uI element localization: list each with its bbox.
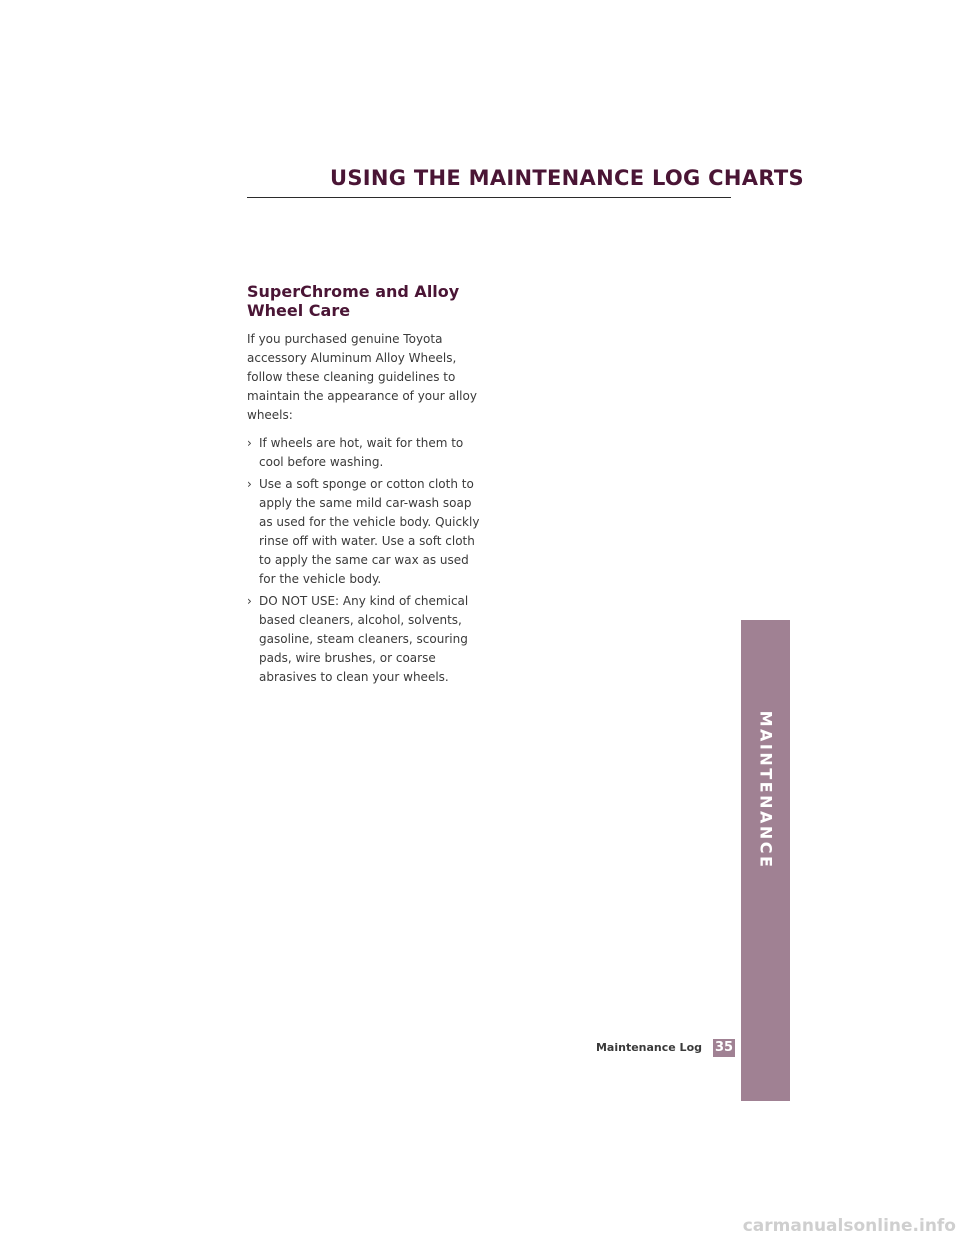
list-item [247,592,487,687]
intro-paragraph: If you purchased genuine Toyota accessory Aluminum Alloy Wheels, follow these cleaning guidelines to maintain the appearance of your alloy wheels: [247,332,477,422]
section-heading: SuperChrome and Alloy Wheel Care [247,282,460,320]
list-item-text: DO NOT USE: Any kind of chemical based cleaners, alcohol, solvents, gasoline, steam cleaners, scouring pads, wire brushes, or coarse abrasives to clean your wheels. [259,594,469,684]
list-item-text: Use a soft sponge or cotton cloth to apply the same mild car-wash soap as used for the vehicle body. Quickly rinse off with water. Use a soft cloth to apply the same car wax as used for the vehicle body. [259,477,480,586]
chevron-right-icon: › [247,436,252,450]
list-item [247,434,487,472]
list-item-text: If wheels are hot, wait for them to cool before washing. [259,436,464,469]
header-divider [247,197,731,198]
page-number-badge: 35 [714,1040,734,1055]
section-side-tab [741,620,790,1101]
list-item [247,475,487,589]
watermark: carmanualsonline.info [742,1216,956,1236]
footer-section-label: Maintenance Log [595,1041,702,1054]
page-header-title: USING THE MAINTENANCE LOG CHARTS [330,166,804,190]
chevron-right-icon: › [247,477,252,491]
chevron-right-icon: › [247,594,252,608]
side-tab-label: MAINTENANCE [756,710,775,870]
care-guidelines-list [247,434,487,690]
